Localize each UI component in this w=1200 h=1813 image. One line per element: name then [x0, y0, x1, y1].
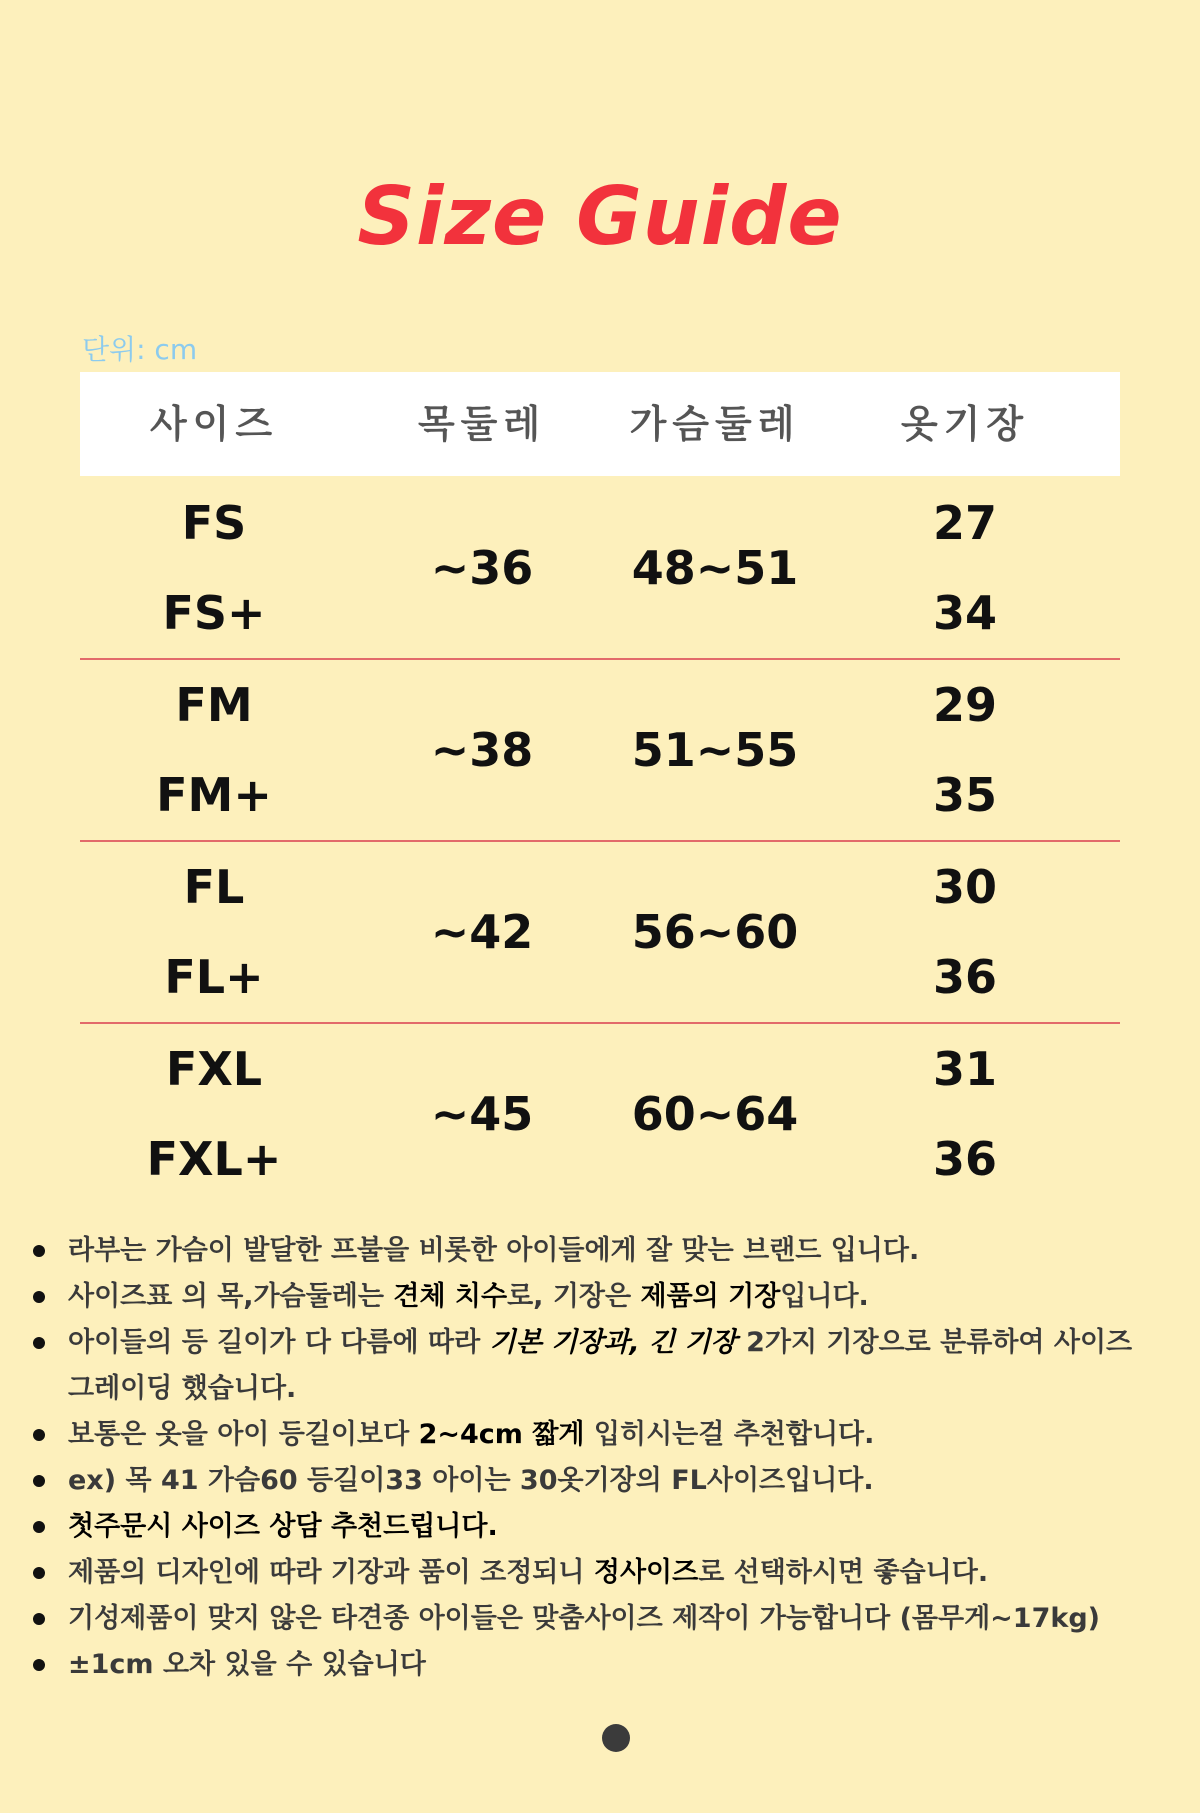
- note-item: [0, 1550, 1158, 1596]
- note-text: 사이즈표 의 목,가슴둘레는: [68, 1281, 394, 1312]
- size-label: FL: [183, 860, 245, 914]
- length-value: 34: [932, 586, 998, 640]
- header-chest: 가슴둘레: [629, 402, 801, 446]
- table-header: [80, 372, 1120, 476]
- neck-value: ~36: [430, 541, 534, 595]
- note-item: [0, 1320, 1158, 1412]
- note-emphasis: 견체 치수: [393, 1281, 508, 1312]
- note-item: [0, 1458, 1158, 1504]
- size-group: [80, 478, 1120, 658]
- note-text: 입히시는걸 추천합니다.: [584, 1419, 875, 1450]
- note-emphasis: 제품의 기장: [640, 1281, 781, 1312]
- chest-value: 51~55: [631, 723, 799, 777]
- header-neck: 목둘레: [417, 402, 547, 446]
- unit-label: 단위: cm: [82, 333, 198, 366]
- note-emphasis: 2~4cm 짧게: [418, 1419, 585, 1450]
- notes-list: [0, 1228, 1200, 1688]
- note-text: 2가지 기장으로 분류하여 사이즈 그레이딩 했습니다.: [68, 1327, 1133, 1404]
- length-value: 35: [932, 768, 998, 822]
- note-item: [0, 1504, 1158, 1550]
- size-label: FL+: [164, 950, 264, 1004]
- note-text: ex) 목 41 가슴60 등길이33 아이는 30옷기장의 FL사이즈입니다.: [68, 1465, 874, 1496]
- chest-value: 60~64: [631, 1087, 799, 1141]
- header-length: 옷기장: [900, 402, 1030, 446]
- length-value: 36: [932, 1132, 998, 1186]
- length-value: 29: [932, 678, 998, 732]
- page-title: Size Guide: [357, 170, 843, 263]
- size-group: [80, 660, 1120, 840]
- note-emphasis: 기본 기장과, 긴 기장: [489, 1327, 737, 1358]
- note-emphasis: 첫주문시 사이즈 상담: [68, 1511, 322, 1542]
- note-text: ±1cm 오차 있을 수 있습니다: [68, 1649, 426, 1680]
- size-group: [80, 1024, 1120, 1204]
- length-value: 31: [932, 1042, 998, 1096]
- page-indicator-dot: [602, 1724, 630, 1752]
- note-text: 보통은 옷을 아이 등길이보다: [68, 1419, 419, 1450]
- header-size: 사이즈: [149, 402, 279, 446]
- length-value: 27: [932, 496, 998, 550]
- chest-value: 48~51: [631, 541, 799, 595]
- size-label: FS+: [162, 586, 266, 640]
- size-label: FM: [175, 678, 253, 732]
- note-emphasis: 정사이즈: [593, 1557, 699, 1588]
- note-item: [0, 1412, 1158, 1458]
- note-text: 라부는 가슴이 발달한 프불을 비롯한 아이들에게 잘 맞는 브랜드 입니다.: [68, 1235, 920, 1266]
- note-item: [0, 1642, 1158, 1688]
- note-text: 기성제품이 맞지 않은 타견종 아이들은 맞춤사이즈 제작이 가능합니다 (몸무게~17kg): [68, 1603, 1100, 1634]
- chest-value: 56~60: [631, 905, 799, 959]
- note-item: [0, 1274, 1158, 1320]
- neck-value: ~42: [430, 905, 534, 959]
- note-text: 제품의 디자인에 따라 기장과 품이 조정되니: [68, 1557, 594, 1588]
- size-group: [80, 842, 1120, 1022]
- note-text: 입니다.: [780, 1281, 869, 1312]
- note-text: 로, 기장은: [507, 1281, 641, 1312]
- note-text: 추천드립니다.: [321, 1511, 498, 1542]
- length-value: 36: [932, 950, 998, 1004]
- size-label: FXL+: [146, 1132, 282, 1186]
- length-value: 30: [932, 860, 998, 914]
- size-label: FXL: [165, 1042, 263, 1096]
- neck-value: ~38: [430, 723, 534, 777]
- note-text: 아이들의 등 길이가 다 다름에 따라: [68, 1327, 490, 1358]
- size-label: FM+: [156, 768, 272, 822]
- size-label: FS: [181, 496, 247, 550]
- neck-value: ~45: [430, 1087, 534, 1141]
- note-item: [0, 1596, 1158, 1642]
- note-text: 로 선택하시면 좋습니다.: [698, 1557, 989, 1588]
- note-item: [0, 1228, 1158, 1274]
